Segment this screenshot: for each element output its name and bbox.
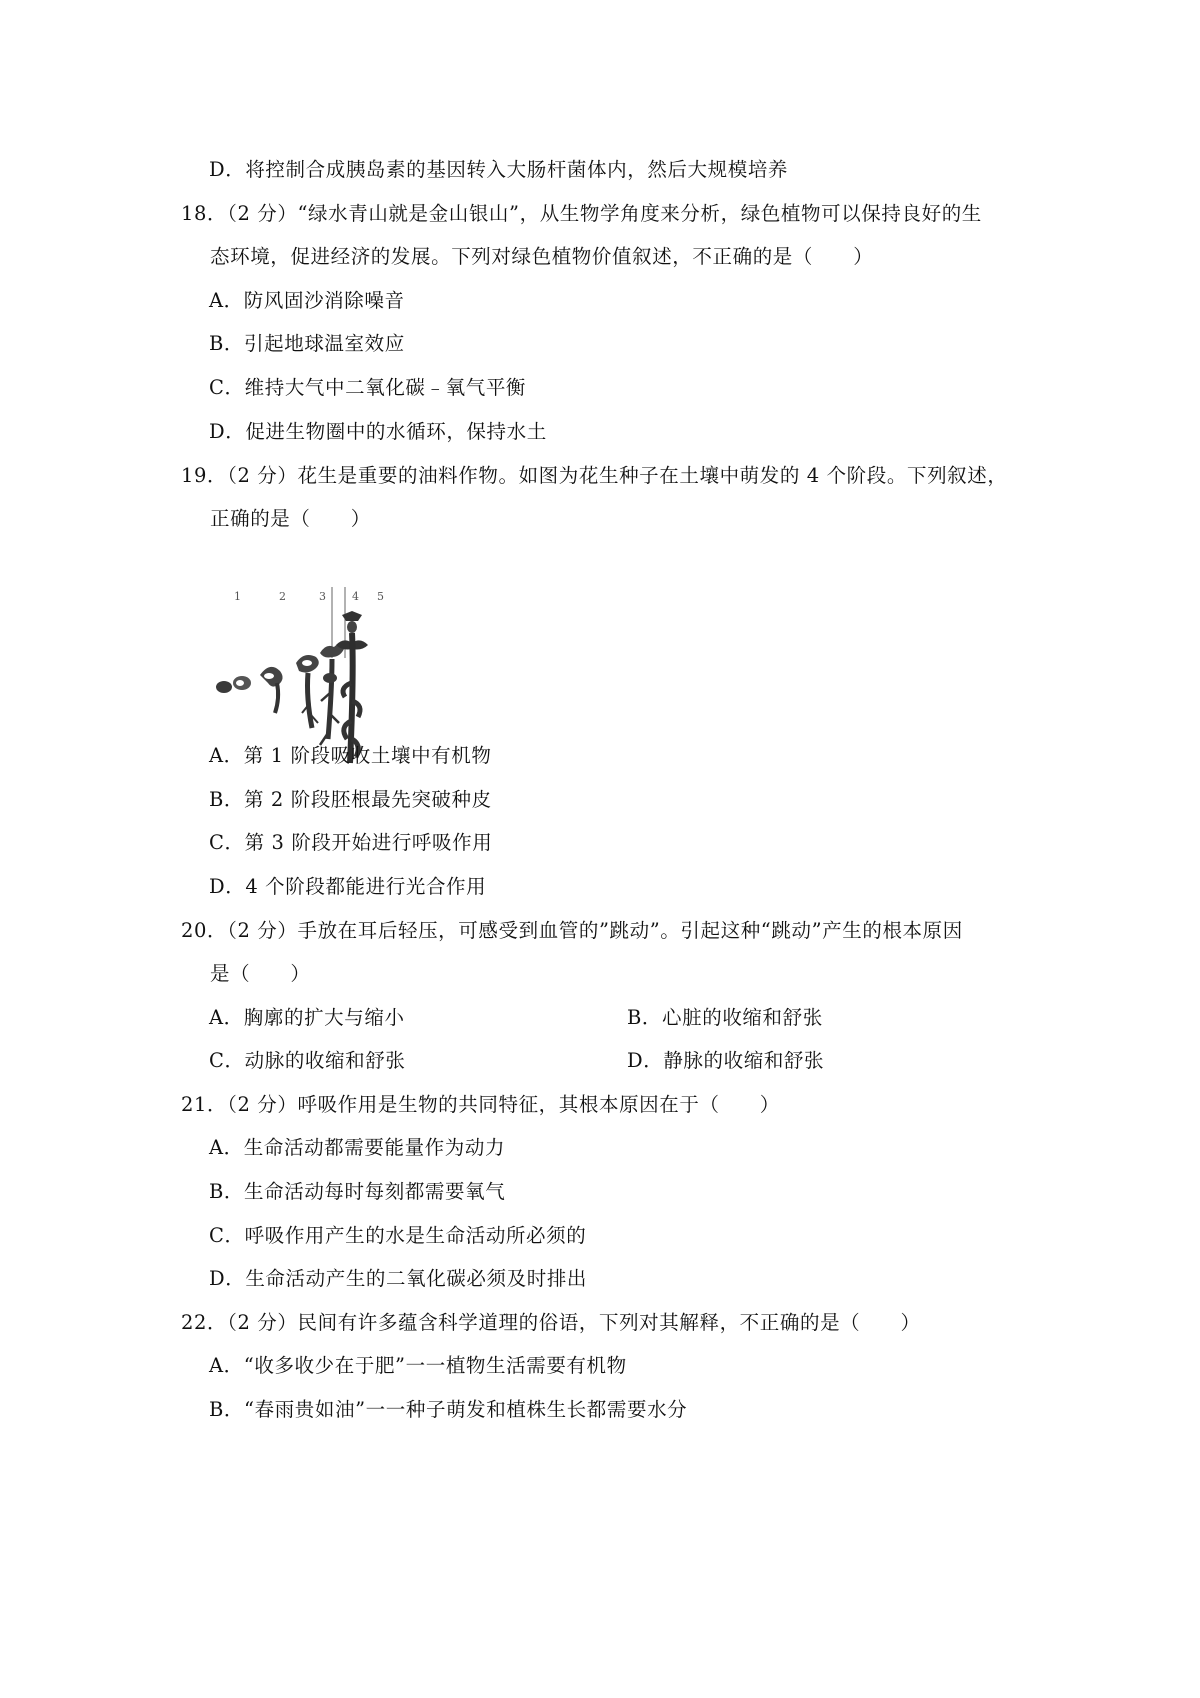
- q21-option-b: B．生命活动每时每刻都需要氧气: [209, 1180, 506, 1203]
- q20-stem-line1: 20．（2 分）手放在耳后轻压，可感受到血管的”跳动”。引起这种“跳动”产生的根本原因: [181, 919, 963, 942]
- q22-stem-line1: 22．（2 分）民间有许多蕴含科学道理的俗语，下列对其解释，不正确的是（ ）: [181, 1311, 921, 1334]
- q19-stem-line2: 正确的是（ ）: [210, 507, 371, 530]
- figure-label-3: 3: [319, 590, 326, 603]
- figure-label-5: 5: [377, 590, 384, 603]
- stage-2-sprout: [260, 667, 283, 713]
- q21-stem-line1: 21．（2 分）呼吸作用是生物的共同特征，其根本原因在于（ ）: [181, 1093, 780, 1116]
- q17-option-d: D．将控制合成胰岛素的基因转入大肠杆菌体内，然后大规模培养: [209, 158, 789, 181]
- q20-option-d: D．静脉的收缩和舒张: [627, 1049, 825, 1072]
- figure-label-2: 2: [279, 590, 286, 603]
- q18-option-d: D．促进生物圈中的水循环，保持水土: [209, 420, 547, 443]
- q21-option-c: C．呼吸作用产生的水是生命活动所必须的: [209, 1224, 587, 1247]
- q18-option-a: A．防风固沙消除噪音: [209, 289, 405, 312]
- q18-stem-line2: 态环境，促进经济的发展。下列对绿色植物价值叙述，不正确的是（ ）: [210, 245, 874, 268]
- stage-3-seedling: [296, 655, 319, 728]
- q19-option-d: D．4 个阶段都能进行光合作用: [209, 875, 487, 898]
- q22-option-b: B．“春雨贵如油”一一种子萌发和植株生长都需要水分: [209, 1398, 688, 1421]
- q19-option-b: B．第 2 阶段胚根最先突破种皮: [209, 788, 492, 811]
- q20-option-b: B．心脏的收缩和舒张: [627, 1006, 823, 1029]
- q19-option-a: A．第 1 阶段吸收土壤中有机物: [209, 744, 492, 767]
- q20-option-c: C．动脉的收缩和舒张: [209, 1049, 406, 1072]
- q19-option-c: C．第 3 阶段开始进行呼吸作用: [209, 831, 493, 854]
- figure-label-4: 4: [352, 590, 359, 603]
- stage-5-plant: [336, 611, 368, 763]
- q20-stem-line2: 是（ ）: [210, 962, 311, 985]
- q21-option-d: D．生命活动产生的二氧化碳必须及时排出: [209, 1267, 588, 1290]
- q21-option-a: A．生命活动都需要能量作为动力: [209, 1136, 506, 1159]
- q18-stem-line1: 18．（2 分）“绿水青山就是金山银山”，从生物学角度来分析，绿色植物可以保持良好的生: [181, 202, 982, 225]
- stage-4-seedling: [320, 644, 344, 745]
- q20-option-a: A．胸廓的扩大与缩小: [209, 1006, 405, 1029]
- q18-option-c: C．维持大气中二氧化碳﹣氧气平衡: [209, 376, 527, 399]
- figure-label-1: 1: [234, 590, 241, 603]
- q18-option-b: B．引起地球温室效应: [209, 332, 405, 355]
- q19-stem-line1: 19．（2 分）花生是重要的油料作物。如图为花生种子在土壤中萌发的 4 个阶段。下列叙述，: [181, 464, 1008, 487]
- stage-1-seed: [216, 676, 251, 693]
- q22-option-a: A．“收多收少在于肥”一一植物生活需要有机物: [209, 1354, 627, 1377]
